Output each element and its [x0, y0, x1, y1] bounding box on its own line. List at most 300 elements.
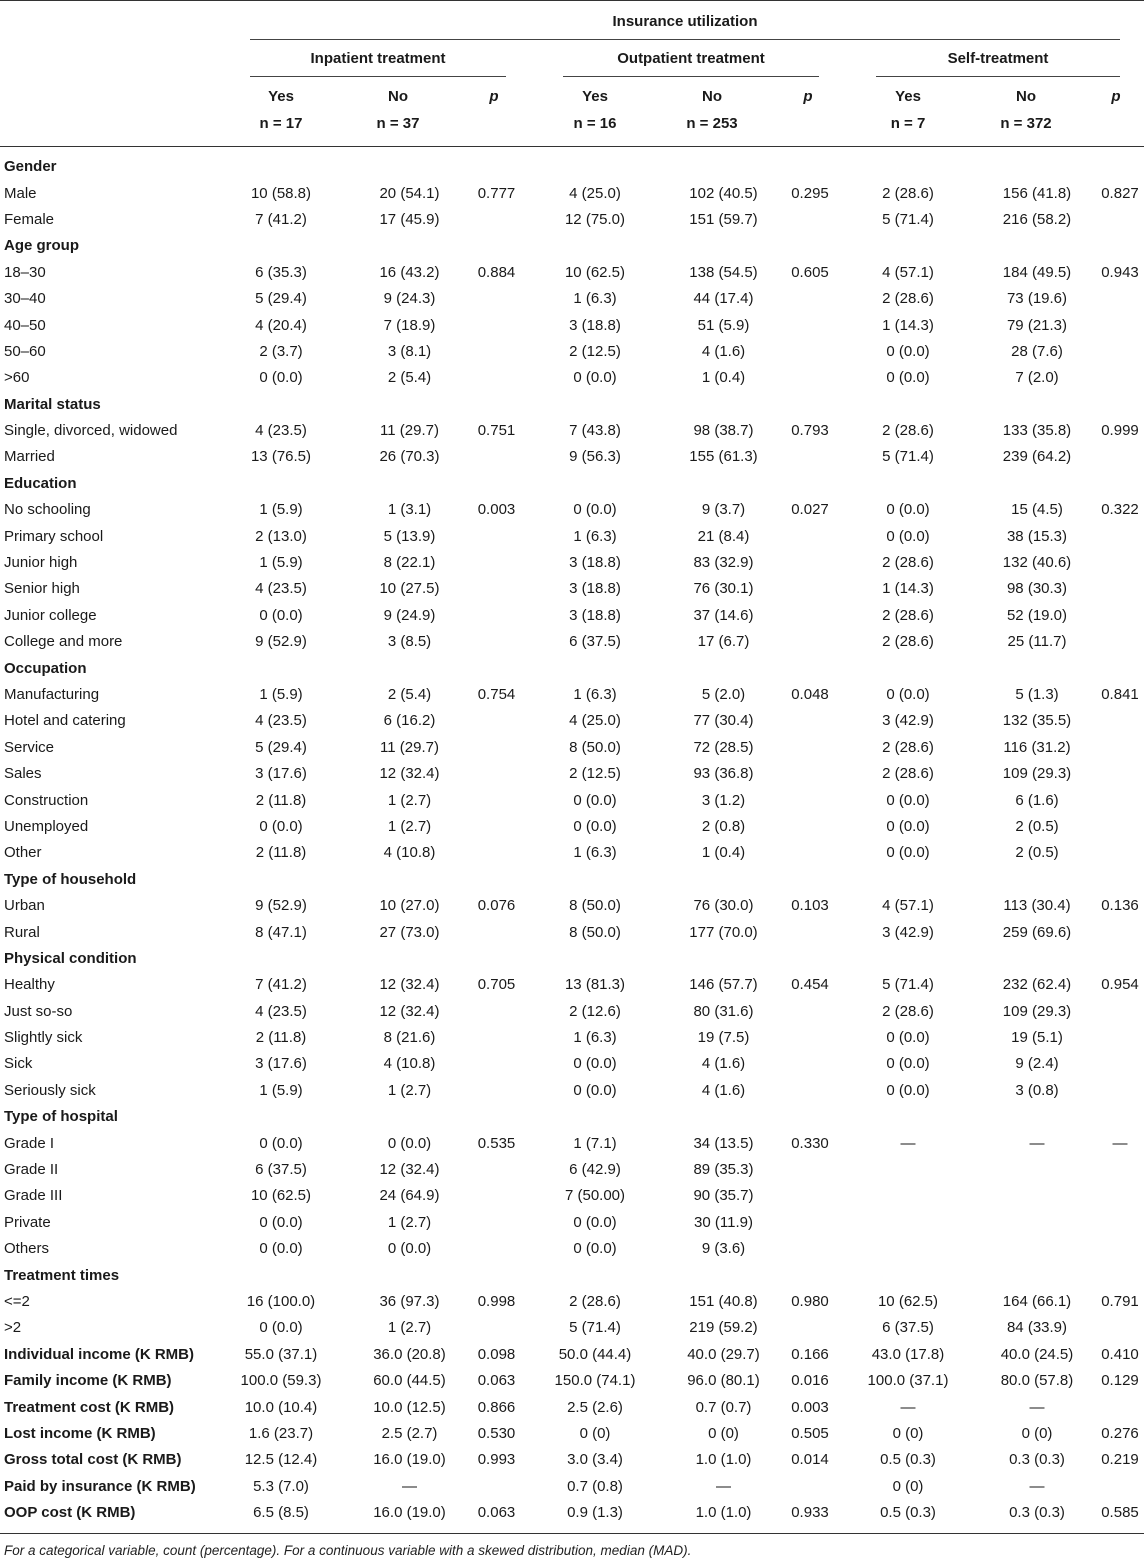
table-cell	[211, 1262, 351, 1288]
table-cell: 0.530	[477, 1424, 516, 1442]
table-cell: 4 (25.0)	[569, 184, 621, 202]
row-label: Primary school	[4, 527, 104, 545]
table-cell: 9 (24.3)	[383, 290, 436, 308]
table-row	[0, 339, 1144, 365]
table-cell: 6 (35.3)	[255, 263, 307, 281]
row-label: Construction	[4, 791, 89, 809]
table-cell: 6 (42.9)	[569, 1161, 621, 1179]
table-cell	[782, 1025, 838, 1051]
table-cell: 1.0 (1.0)	[695, 1451, 752, 1469]
table-cell	[468, 867, 525, 893]
table-cell	[468, 1051, 525, 1077]
table-footnote: For a categorical variable, count (percentage). For a continuous variable with a skewed distribution, median (MAD).	[4, 1543, 692, 1558]
table-cell: 8 (50.0)	[569, 923, 621, 941]
table-cell: 0 (0.0)	[387, 1240, 432, 1258]
table-cell: 52 (19.0)	[1006, 606, 1068, 624]
table-cell: 7 (41.2)	[255, 976, 307, 994]
table-cell: 36 (97.3)	[379, 1292, 440, 1310]
table-cell: 4 (10.8)	[383, 1055, 436, 1073]
table-cell	[978, 867, 1096, 893]
table-cell	[468, 840, 525, 866]
row-label: Treatment cost (K RMB)	[4, 1398, 175, 1416]
table-cell: 0.998	[477, 1292, 516, 1310]
table-cell: 3 (18.8)	[569, 554, 621, 572]
table-cell	[351, 867, 468, 893]
table-cell	[782, 1474, 838, 1500]
table-cell: 0.585	[1101, 1504, 1139, 1522]
table-cell: 0.705	[477, 976, 516, 994]
table-cell	[211, 154, 351, 180]
table-cell: 4 (25.0)	[569, 712, 621, 730]
table-cell: 0 (0.0)	[573, 1081, 617, 1099]
table-cell	[782, 1262, 838, 1288]
table-cell: 3.0 (3.4)	[567, 1451, 623, 1469]
table-cell: 5.3 (7.0)	[253, 1477, 309, 1495]
table-cell	[782, 1157, 838, 1183]
row-label: Manufacturing	[4, 686, 100, 703]
table-cell: 37 (14.6)	[693, 606, 754, 624]
table-row	[0, 180, 1144, 206]
group-rule-self	[876, 76, 1120, 77]
table-cell: —	[402, 1477, 417, 1495]
table-cell: 7 (2.0)	[1015, 369, 1059, 387]
table-cell: 0 (0.0)	[886, 844, 930, 862]
table-cell: —	[1029, 1398, 1045, 1416]
table-cell: 1 (5.9)	[259, 1081, 303, 1099]
table-cell: 2 (11.8)	[255, 844, 307, 862]
table-cell	[525, 154, 665, 180]
table-cell: 50.0 (44.4)	[558, 1345, 632, 1363]
table-cell: 146 (57.7)	[689, 976, 758, 994]
table-cell: 0.999	[1101, 422, 1139, 440]
table-cell: 11 (29.7)	[380, 422, 439, 440]
table-row	[0, 576, 1144, 602]
table-cell: 0.027	[791, 501, 829, 519]
table-cell	[1096, 365, 1144, 391]
row-label: Junior college	[4, 606, 97, 624]
table-cell: 0 (0.0)	[573, 369, 617, 387]
table-row	[0, 840, 1144, 866]
table-cell: 40.0 (24.5)	[1000, 1345, 1074, 1363]
table-cell: 16.0 (19.0)	[373, 1451, 446, 1469]
table-cell: 90 (35.7)	[693, 1187, 754, 1205]
table-cell: 3 (18.8)	[569, 580, 621, 598]
table-cell: 0.063	[477, 1504, 516, 1522]
table-cell: 24 (64.9)	[379, 1187, 440, 1205]
table-cell: 239 (64.2)	[1002, 448, 1072, 466]
row-label: Sales	[4, 765, 42, 783]
section-row	[0, 154, 1144, 180]
table-cell: 4 (23.5)	[255, 422, 307, 440]
table-row	[0, 1157, 1144, 1183]
table-cell: 10.0 (12.5)	[373, 1398, 446, 1416]
table-cell	[468, 392, 525, 418]
table-cell: 55.0 (37.1)	[244, 1345, 318, 1363]
table-body	[0, 154, 1144, 1526]
row-label: Family income (K RMB)	[4, 1372, 172, 1390]
table-cell	[211, 233, 351, 259]
table-cell: 1.6 (23.7)	[248, 1424, 314, 1442]
table-cell: 5 (29.4)	[255, 290, 307, 308]
table-cell: 133 (35.8)	[1002, 422, 1072, 440]
table-cell: 0.136	[1101, 897, 1139, 915]
table-cell: 9 (2.4)	[1015, 1055, 1059, 1073]
table-cell: 2 (13.0)	[255, 527, 307, 545]
col-header-no: No	[388, 88, 408, 105]
table-cell: 1 (14.3)	[882, 580, 934, 598]
table-cell: 7 (41.2)	[255, 210, 307, 228]
table-cell	[1096, 550, 1144, 576]
table-cell: 10 (58.8)	[250, 184, 312, 202]
table-cell: —	[1029, 1477, 1045, 1495]
row-label: 30–40	[4, 290, 46, 308]
table-cell: 0 (0.0)	[259, 1240, 303, 1258]
table-cell: 6 (37.5)	[569, 633, 621, 651]
table-row	[0, 787, 1144, 813]
table-cell	[782, 603, 838, 629]
table-cell	[978, 1262, 1096, 1288]
col-header-no-n: n = 253	[686, 115, 738, 132]
table-cell	[1096, 946, 1144, 972]
table-cell	[782, 1236, 838, 1262]
table-row	[0, 497, 1144, 523]
table-cell	[782, 840, 838, 866]
table-cell: 5 (71.4)	[882, 448, 934, 466]
table-top-rule	[0, 0, 1144, 1]
table-row	[0, 708, 1144, 734]
group-title-rule	[250, 39, 1120, 40]
table-cell	[468, 919, 525, 945]
table-cell: 0 (0.0)	[259, 606, 303, 624]
table-cell: 2 (28.6)	[882, 633, 934, 651]
table-cell: 43.0 (17.8)	[871, 1345, 945, 1363]
table-cell: 0 (0.0)	[886, 369, 930, 387]
table-cell: 2 (12.5)	[569, 342, 621, 360]
table-row	[0, 629, 1144, 655]
table-cell: 151 (40.8)	[689, 1292, 758, 1310]
table-cell	[782, 339, 838, 365]
table-cell: 150.0 (74.1)	[554, 1372, 636, 1390]
table-cell	[1096, 761, 1144, 787]
table-cell	[1096, 233, 1144, 259]
table-cell: 0.003	[477, 501, 516, 519]
section-label: Education	[4, 474, 77, 492]
table-cell	[782, 814, 838, 840]
table-cell	[665, 1262, 782, 1288]
table-cell: 2 (28.6)	[569, 1292, 621, 1310]
table-cell: 83 (32.9)	[693, 554, 754, 572]
table-cell: 0.5 (0.3)	[880, 1504, 936, 1522]
table-cell: 0 (0.0)	[886, 342, 930, 360]
table-cell: 1 (2.7)	[387, 1081, 432, 1099]
table-cell	[1096, 1051, 1144, 1077]
table-row	[0, 1078, 1144, 1104]
table-cell	[468, 735, 525, 761]
table-cell: 16 (43.2)	[379, 263, 440, 281]
table-row	[0, 999, 1144, 1025]
table-row	[0, 919, 1144, 945]
table-cell	[1096, 1474, 1144, 1500]
table-cell	[665, 867, 782, 893]
table-row	[0, 365, 1144, 391]
table-cell: 2 (28.6)	[882, 184, 934, 202]
table-cell	[978, 1104, 1096, 1130]
table-cell	[838, 655, 978, 681]
table-row	[0, 1051, 1144, 1077]
row-label: Female	[4, 210, 55, 228]
table-cell: 1 (6.3)	[573, 527, 617, 545]
table-cell	[838, 1104, 978, 1130]
table-row	[0, 523, 1144, 549]
table-cell	[782, 1315, 838, 1341]
table-cell: 0.751	[477, 422, 516, 440]
table-cell	[468, 708, 525, 734]
col-header-no: No	[702, 88, 722, 105]
table-cell: 13 (81.3)	[564, 976, 626, 994]
section-row	[0, 1104, 1144, 1130]
table-cell	[1096, 1236, 1144, 1262]
table-cell: 0.535	[477, 1134, 516, 1152]
table-cell: 93 (36.8)	[693, 765, 754, 783]
table-cell	[211, 867, 351, 893]
row-label: Urban	[4, 897, 45, 915]
table-cell: 10 (62.5)	[564, 263, 626, 281]
table-cell: 3 (42.9)	[882, 923, 934, 941]
table-cell: 0 (0.0)	[259, 1319, 303, 1337]
table-cell	[1096, 814, 1144, 840]
table-cell	[978, 392, 1096, 418]
table-cell	[1096, 708, 1144, 734]
table-cell: 0.5 (0.3)	[880, 1451, 936, 1469]
table-cell: 0.791	[1101, 1292, 1139, 1310]
table-cell	[351, 655, 468, 681]
table-cell	[1096, 1157, 1144, 1183]
table-cell: 76 (30.0)	[693, 897, 754, 915]
section-row	[0, 1262, 1144, 1288]
table-cell: 1 (5.9)	[259, 501, 303, 519]
table-cell	[782, 708, 838, 734]
table-cell	[978, 1183, 1096, 1209]
table-cell: 0 (0.0)	[573, 817, 617, 835]
row-label: Just so-so	[4, 1002, 73, 1020]
table-cell: 109 (29.3)	[1002, 1002, 1072, 1020]
table-cell: 19 (5.1)	[1011, 1029, 1063, 1047]
table-cell	[1096, 339, 1144, 365]
table-cell	[211, 392, 351, 418]
table-cell	[468, 233, 525, 259]
table-cell: 1 (7.1)	[573, 1134, 617, 1152]
section-row	[0, 655, 1144, 681]
table-row	[0, 444, 1144, 470]
table-cell: 16.0 (19.0)	[373, 1504, 446, 1522]
row-label: >2	[4, 1319, 22, 1337]
table-cell	[665, 233, 782, 259]
table-cell	[1096, 444, 1144, 470]
table-cell: 73 (19.6)	[1006, 290, 1068, 308]
row-label: Grade II	[4, 1161, 59, 1179]
table-cell	[838, 867, 978, 893]
table-cell: 2 (0.8)	[701, 817, 746, 835]
table-cell: 9 (52.9)	[255, 633, 307, 651]
table-cell: 4 (1.6)	[701, 1055, 746, 1073]
table-cell: 1 (0.4)	[701, 369, 746, 387]
table-cell: —	[1029, 1134, 1045, 1152]
row-label: Male	[4, 184, 37, 202]
table-cell	[782, 444, 838, 470]
table-cell	[978, 154, 1096, 180]
table-cell	[782, 233, 838, 259]
table-cell	[525, 392, 665, 418]
table-cell: 0 (0)	[579, 1424, 611, 1442]
table-cell: 259 (69.6)	[1002, 923, 1072, 941]
table-row	[0, 1421, 1144, 1447]
table-cell: 6.5 (8.5)	[253, 1504, 309, 1522]
table-cell: 4 (23.5)	[255, 1002, 307, 1020]
table-cell: —	[1112, 1134, 1128, 1152]
row-label: Unemployed	[4, 817, 89, 835]
table-cell	[782, 735, 838, 761]
table-cell: 98 (38.7)	[693, 422, 754, 440]
table-cell	[1096, 1104, 1144, 1130]
table-cell	[211, 655, 351, 681]
table-cell: 2 (28.6)	[882, 765, 934, 783]
table-cell: 0.330	[791, 1134, 829, 1152]
table-cell: 5 (13.9)	[383, 527, 436, 545]
table-cell	[1096, 629, 1144, 655]
table-bottom-rule	[0, 1533, 1144, 1534]
table-cell	[782, 787, 838, 813]
table-cell: 0.410	[1101, 1345, 1139, 1363]
table-cell	[1096, 523, 1144, 549]
table-cell: 0 (0.0)	[886, 686, 930, 703]
table-cell: 4 (10.8)	[383, 844, 436, 862]
table-cell	[782, 576, 838, 602]
table-cell: 72 (28.5)	[693, 738, 754, 756]
table-cell: 0 (0.0)	[886, 1081, 930, 1099]
table-row	[0, 735, 1144, 761]
table-cell	[351, 233, 468, 259]
row-label: 50–60	[4, 342, 46, 360]
row-label: Seriously sick	[4, 1081, 96, 1099]
row-label: Sick	[4, 1055, 33, 1073]
group-self: Self-treatment	[947, 50, 1049, 67]
table-cell: 232 (62.4)	[1002, 976, 1072, 994]
table-cell: 0.7 (0.8)	[567, 1477, 623, 1495]
table-cell	[782, 946, 838, 972]
table-cell: 2 (12.6)	[569, 1002, 621, 1020]
table-cell	[1096, 1210, 1144, 1236]
table-cell: 15 (4.5)	[1011, 501, 1063, 519]
table-cell: 1 (2.7)	[387, 1213, 432, 1231]
table-cell	[782, 999, 838, 1025]
group-title: Insurance utilization	[612, 13, 758, 30]
table-cell	[782, 919, 838, 945]
row-label: <=2	[4, 1292, 30, 1310]
table-cell: 138 (54.5)	[689, 263, 758, 281]
table-cell	[468, 787, 525, 813]
table-cell: 1 (3.1)	[387, 501, 432, 519]
table-cell: 28 (7.6)	[1011, 342, 1063, 360]
table-cell	[468, 207, 525, 233]
table-row	[0, 1474, 1144, 1500]
table-cell: —	[900, 1134, 916, 1152]
table-cell: 9 (56.3)	[569, 448, 621, 466]
table-cell: 2 (3.7)	[259, 342, 303, 360]
row-label: 40–50	[4, 316, 46, 334]
table-cell	[782, 1183, 838, 1209]
table-cell: 0.884	[477, 263, 516, 281]
table-cell: 0.014	[791, 1451, 829, 1469]
table-cell	[978, 471, 1096, 497]
table-row	[0, 1025, 1144, 1051]
table-cell: 4 (1.6)	[701, 342, 746, 360]
table-cell: 6 (37.5)	[882, 1319, 934, 1337]
table-cell: 0 (0.0)	[259, 369, 303, 387]
table-row	[0, 207, 1144, 233]
table-cell: 2 (28.6)	[882, 422, 934, 440]
table-cell: 6 (1.6)	[1015, 791, 1059, 809]
table-row	[0, 1447, 1144, 1473]
table-cell: 12.5 (12.4)	[244, 1451, 318, 1469]
table-cell	[1096, 787, 1144, 813]
table-cell: 80 (31.6)	[693, 1002, 754, 1020]
table-cell: 0.295	[791, 184, 829, 202]
table-cell: 2 (28.6)	[882, 1002, 934, 1020]
table-cell	[782, 655, 838, 681]
table-cell	[1096, 1262, 1144, 1288]
table-cell	[1096, 471, 1144, 497]
table-cell	[838, 392, 978, 418]
table-cell	[468, 444, 525, 470]
row-label: >60	[4, 369, 30, 387]
section-label: Type of hospital	[4, 1108, 118, 1126]
table-cell: 60.0 (44.5)	[373, 1372, 446, 1390]
table-cell: 1 (6.3)	[573, 844, 617, 862]
table-cell	[525, 471, 665, 497]
table-row	[0, 1130, 1144, 1156]
col-header-p: p	[489, 88, 499, 105]
table-cell	[782, 154, 838, 180]
table-cell	[782, 867, 838, 893]
table-cell: 155 (61.3)	[689, 448, 758, 466]
table-cell: 30 (11.9)	[694, 1213, 753, 1231]
row-label: Others	[4, 1240, 50, 1258]
section-row	[0, 867, 1144, 893]
row-label: Grade I	[4, 1134, 55, 1152]
table-row	[0, 761, 1144, 787]
table-row	[0, 1315, 1144, 1341]
section-label: Occupation	[4, 659, 87, 677]
table-cell	[1096, 1394, 1144, 1420]
table-cell: 0 (0)	[708, 1424, 739, 1442]
col-header-yes: Yes	[268, 88, 294, 105]
table-cell: 0.219	[1101, 1451, 1139, 1469]
table-cell: 2 (11.8)	[255, 791, 307, 809]
table-cell	[468, 1474, 525, 1500]
table-cell: 216 (58.2)	[1002, 210, 1072, 228]
table-cell: 9 (52.9)	[255, 897, 307, 915]
table-cell: 1 (2.7)	[387, 1319, 432, 1337]
table-cell	[665, 154, 782, 180]
table-cell	[782, 761, 838, 787]
col-header-no-n: n = 37	[376, 115, 420, 132]
table-cell	[665, 655, 782, 681]
table-cell: 0 (0.0)	[886, 527, 930, 545]
table-cell	[468, 1262, 525, 1288]
table-cell: 26 (70.3)	[379, 448, 440, 466]
table-cell	[525, 1104, 665, 1130]
table-cell	[468, 814, 525, 840]
